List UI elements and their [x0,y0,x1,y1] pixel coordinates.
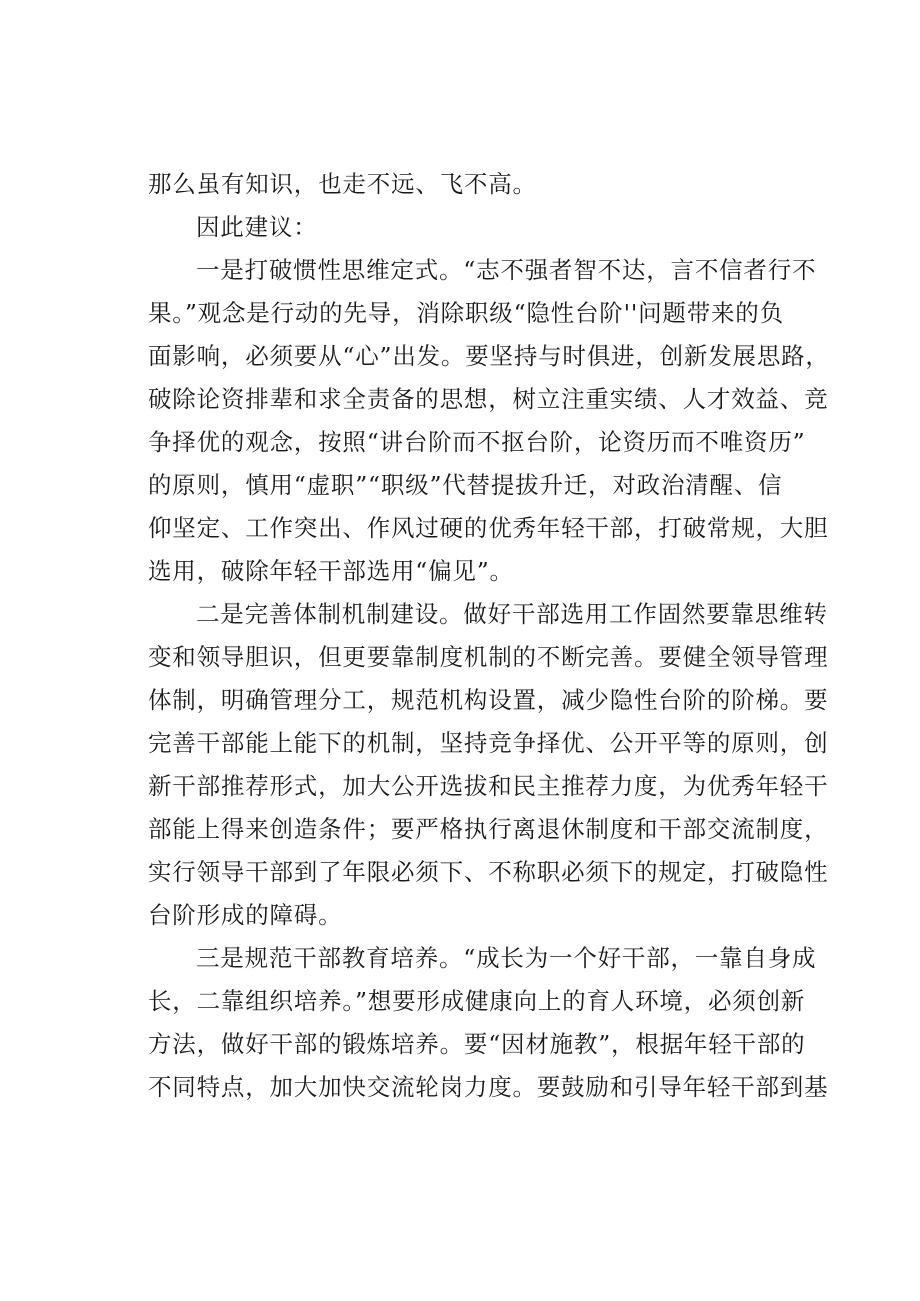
text-line: 仰坚定、工作突出、作风过硬的优秀年轻干部，打破常规，大胆 [148,514,829,542]
text-line: 二是完善体制机制建设。做好干部选用工作固然要靠思维转 [196,600,828,628]
text-line: 长，二靠组织培养。”想要形成健康向上的育人环境，必须创新 [148,987,806,1015]
text-line: 选用，破除年轻干部选用“偏见”。 [148,557,514,585]
text-line: 变和领导胆识，但更要靠制度机制的不断完善。要健全领导管理 [148,643,829,671]
text-line: 三是规范干部教育培养。“成长为一个好干部，一靠自身成 [196,944,817,972]
text-line: 果。”观念是行动的先导，消除职级“隐性台阶''问题带来的负 [148,299,784,327]
text-line: 破除论资排辈和求全责备的思想，树立注重实绩、人才效益、竞 [148,385,829,413]
text-line: 那么虽有知识，也走不远、飞不高。 [148,170,537,198]
text-line: 部能上得来创造条件；要严格执行离退休制度和干部交流制度， [148,815,829,843]
text-line: 台阶形成的障碍。 [148,901,343,929]
text-line: 面影响，必须要从“心”出发。要坚持与时俱进，创新发展思路， [148,342,830,370]
text-line: 一是打破惯性思维定式。“志不强者智不达，言不信者行不 [196,256,817,284]
text-line: 不同特点，加大加快交流轮岗力度。要鼓励和引导年轻干部到基 [148,1073,829,1101]
text-line: 新干部推荐形式，加大公开选拔和民主推荐力度，为优秀年轻干 [148,772,829,800]
text-line: 争择优的观念，按照“讲台阶而不抠台阶，论资历而不唯资历” [148,428,806,456]
text-line: 方法，做好干部的锻炼培养。要“因材施教”，根据年轻干部的 [148,1030,806,1058]
text-line: 因此建议： [196,213,318,241]
text-line: 实行领导干部到了年限必须下、不称职必须下的规定，打破隐性 [148,858,829,886]
text-line: 的原则，慎用“虚职”“职级”代替提拔升迁，对政治清醒、信 [148,471,783,499]
text-line: 体制，明确管理分工，规范机构设置，减少隐性台阶的阶梯。要 [148,686,829,714]
text-line: 完善干部能上能下的机制，坚持竞争择优、公开平等的原则，创 [148,729,829,757]
